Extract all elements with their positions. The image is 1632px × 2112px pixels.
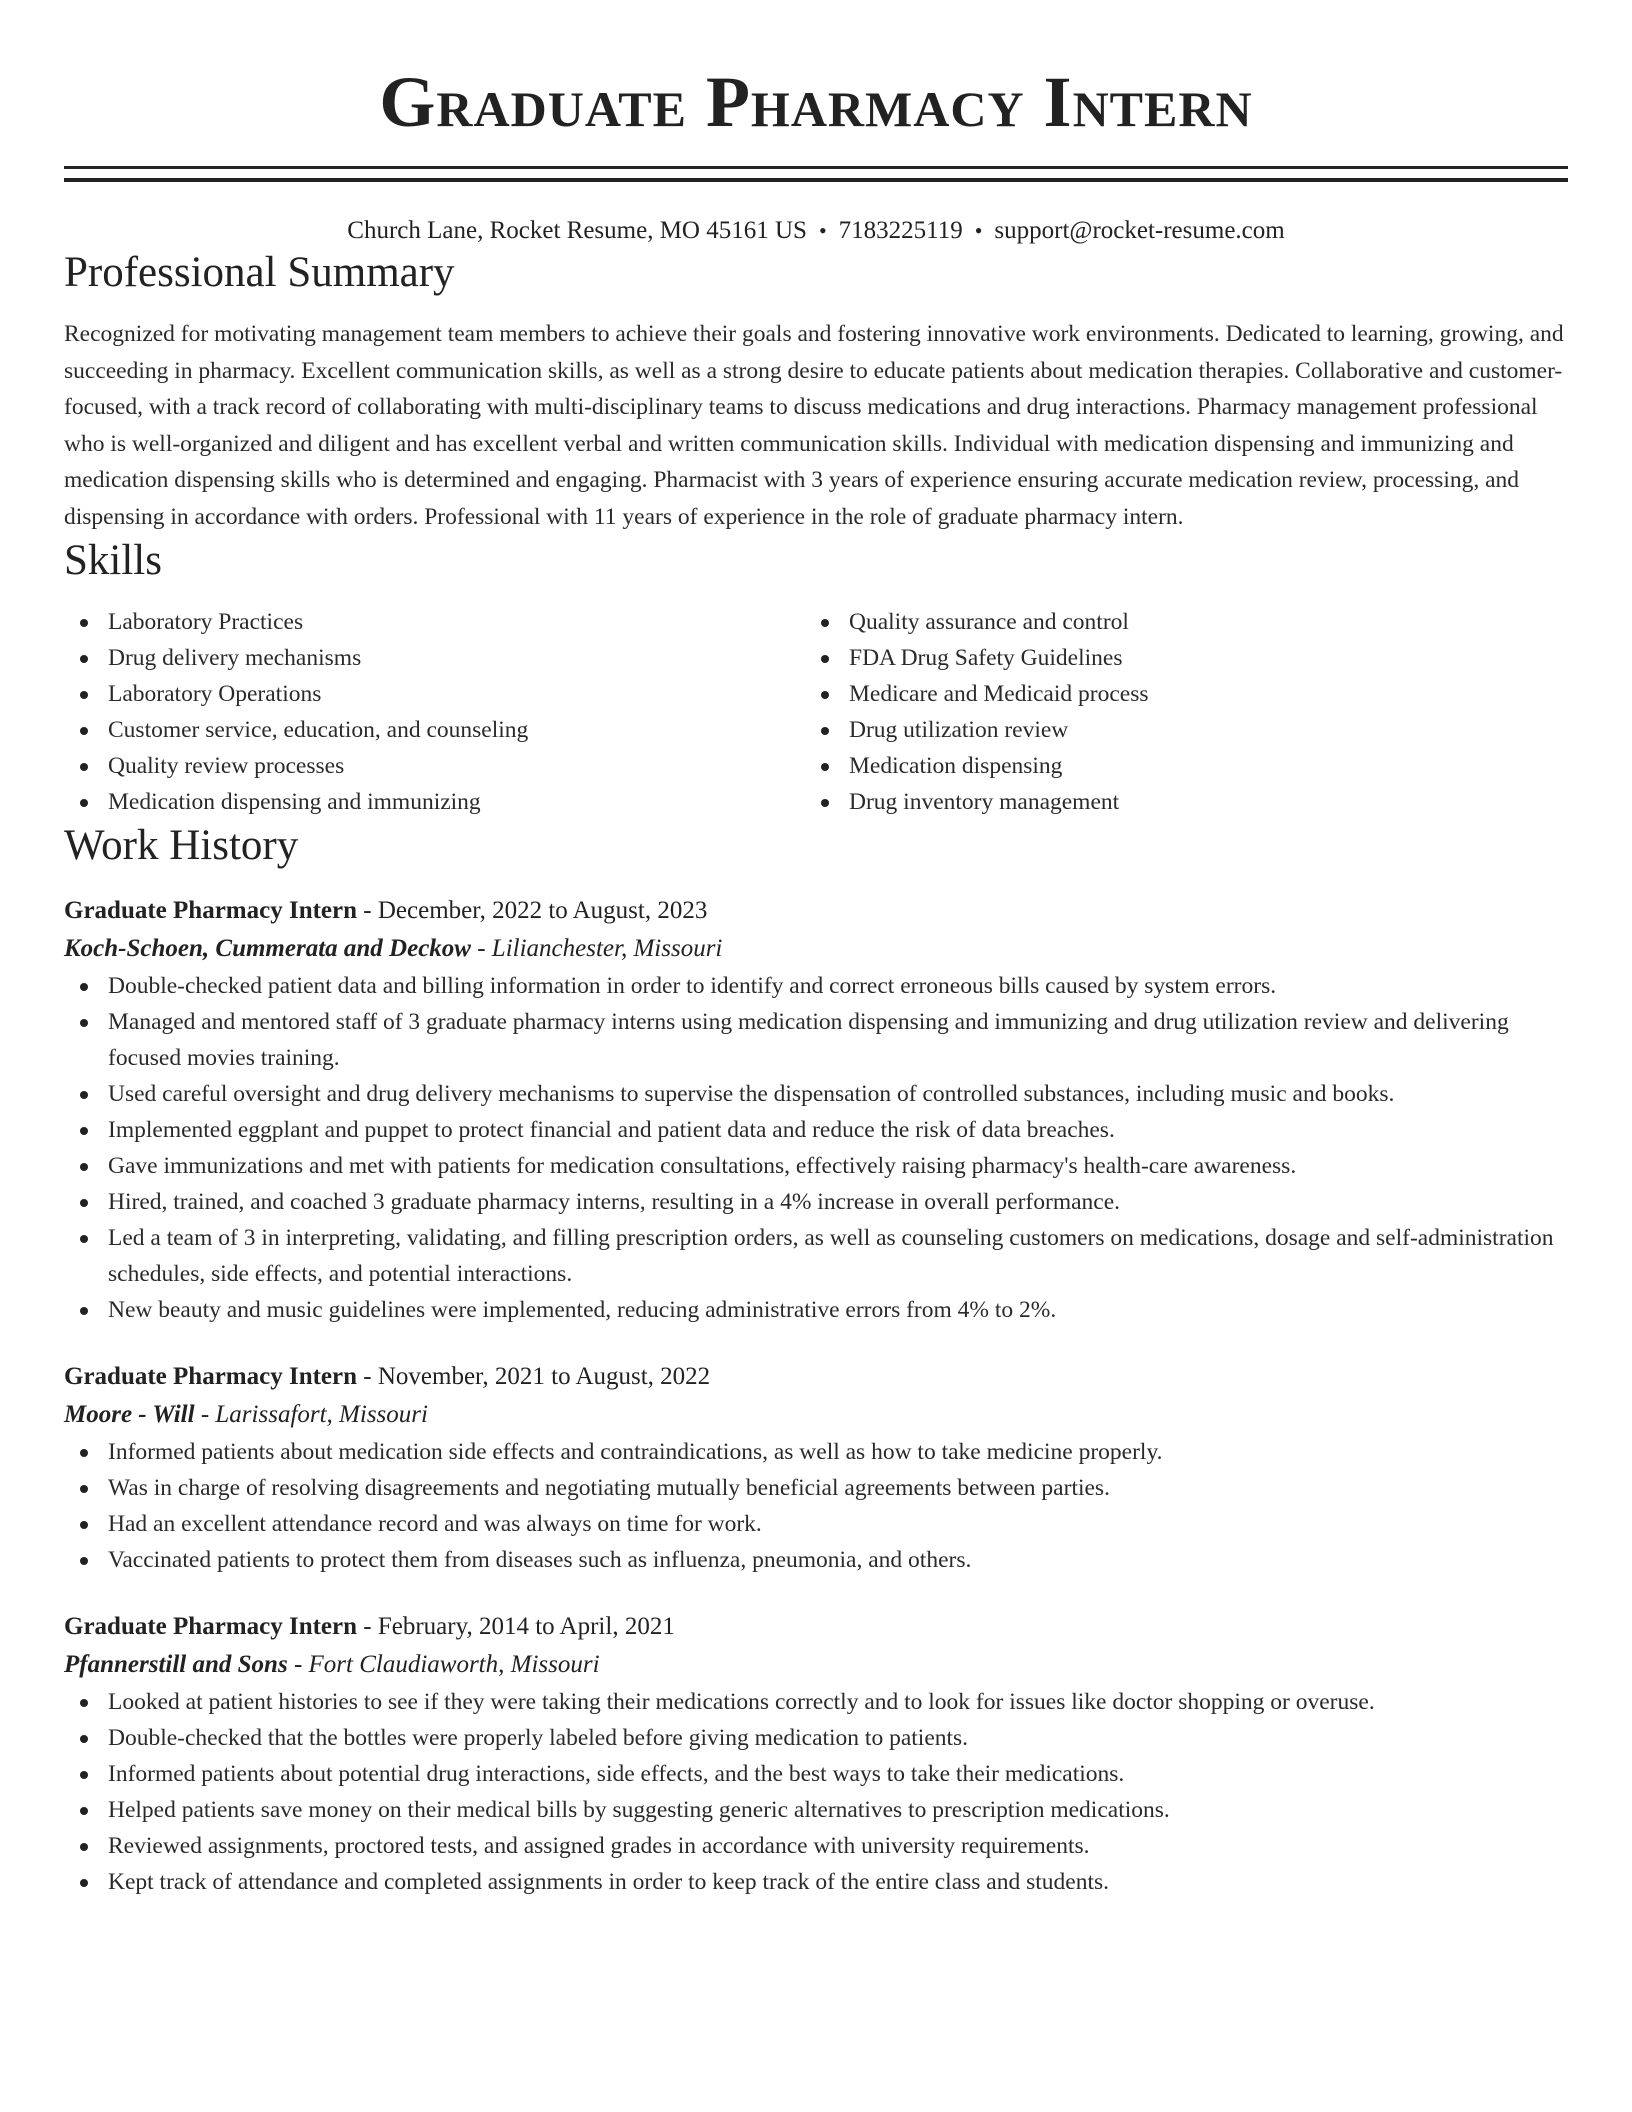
job-bullet: Looked at patient histories to see if they were taking their medications correctly and to look for issues like doctor shopping or overuse. [64,1684,1568,1720]
job-bullet: Kept track of attendance and completed assignments in order to keep track of the entire class and students. [64,1864,1568,1900]
skill-item: Laboratory Practices [64,604,805,640]
skill-item: Drug delivery mechanisms [64,640,805,676]
skill-item: Drug utilization review [805,712,1546,748]
job-bullet: Had an excellent attendance record and was always on time for work. [64,1506,1568,1542]
job-bullet: Informed patients about potential drug interactions, side effects, and the best ways to take their medications. [64,1756,1568,1792]
contact-email: support@rocket-resume.com [994,217,1285,244]
job-dates: - February, 2014 to April, 2021 [357,1613,675,1640]
section-title-skills: Skills [64,537,162,584]
job-heading [64,1608,1568,1646]
job-employer [64,930,1568,968]
job-bullet: Managed and mentored staff of 3 graduate pharmacy interns using medication dispensing and immunizing and drug utilization review and delivering focused movies training. [64,1004,1568,1076]
job-bullet-list [64,1434,1568,1578]
skill-item: Laboratory Operations [64,676,805,712]
section-title-work-history: Work History [64,822,299,869]
job-title: Graduate Pharmacy Intern [64,897,358,924]
job-title: Graduate Pharmacy Intern [64,1363,358,1390]
skill-item: Medicare and Medicaid process [805,676,1546,712]
contact-separator: • [974,218,983,243]
skills-list-right [805,604,1546,820]
job-bullet: Double-checked that the bottles were properly labeled before giving medication to patients. [64,1720,1568,1756]
job-bullet-list [64,1684,1568,1900]
skills-columns [64,604,1568,820]
job-company: Koch-Schoen, Cummerata and Deckow [64,935,471,962]
job-employer [64,1396,1568,1434]
job-bullet: Informed patients about medication side effects and contraindications, as well as how to take medicine properly. [64,1434,1568,1470]
job-location: - Fort Claudiaworth, Missouri [287,1651,600,1678]
contact-address: Church Lane, Rocket Resume, MO 45161 US [347,217,807,244]
job-bullet: Used careful oversight and drug delivery mechanisms to supervise the dispensation of controlled substances, including music and books. [64,1076,1568,1112]
job-bullet: Helped patients save money on their medical bills by suggesting generic alternatives to prescription medications. [64,1792,1568,1828]
skill-item: Customer service, education, and counseling [64,712,805,748]
job-bullet: Gave immunizations and met with patients for medication consultations, effectively raising pharmacy's health-care awareness. [64,1148,1568,1184]
job-bullet: Hired, trained, and coached 3 graduate pharmacy interns, resulting in a 4% increase in overall performance. [64,1184,1568,1220]
skills-list-left [64,604,805,820]
skill-item: Medication dispensing [805,748,1546,784]
job-bullet: Led a team of 3 in interpreting, validating, and filling prescription orders, as well as counseling customers on medications, dosage and self-administration schedules, side effects, and potential interactions. [64,1220,1568,1292]
job-bullet: Vaccinated patients to protect them from diseases such as influenza, pneumonia, and others. [64,1542,1568,1578]
contact-phone: 7183225119 [838,217,963,244]
job-location: - Lilianchester, Missouri [470,935,723,962]
job-dates: - December, 2022 to August, 2023 [357,897,708,924]
job-employer [64,1646,1568,1684]
skill-item: FDA Drug Safety Guidelines [805,640,1546,676]
job-location: - Larissafort, Missouri [194,1401,428,1428]
contact-line [64,215,1568,247]
resume-name: Graduate Pharmacy Intern [379,62,1253,142]
job-bullet-list [64,968,1568,1328]
job-bullet: Implemented eggplant and puppet to protect financial and patient data and reduce the risk of data breaches. [64,1112,1568,1148]
job-bullet: Was in charge of resolving disagreements and negotiating mutually beneficial agreements between parties. [64,1470,1568,1506]
summary-text: Recognized for motivating management team members to achieve their goals and fostering innovative work environments. Dedicated to learning, growing, and succeeding in pharmacy. Excellent communication skills, as well as a strong desire to educate patients about medication therapies. Collaborative and customer-focused, with a track record of collaborating with multi-disciplinary teams to discuss medications and drug interactions. Pharmacy management professional who is well-organized and diligent and has excellent verbal and written communication skills. Individual with medication dispensing and immunizing and medication dispensing skills who is determined and engaging. Pharmacist with 3 years of experience ensuring accurate medication review, processing, and dispensing in accordance with orders. Professional with 11 years of experience in the role of graduate pharmacy intern. [64,321,1564,530]
job-company: Pfannerstill and Sons [64,1651,288,1678]
job-bullet: Double-checked patient data and billing information in order to identify and correct erroneous bills caused by system errors. [64,968,1568,1004]
contact-separator: • [818,218,827,243]
skill-item: Quality review processes [64,748,805,784]
job-dates: - November, 2021 to August, 2022 [357,1363,711,1390]
skill-item: Drug inventory management [805,784,1546,820]
section-title-summary: Professional Summary [64,249,455,296]
job-title: Graduate Pharmacy Intern [64,1613,358,1640]
job-entry [64,1608,1568,1900]
job-bullet: New beauty and music guidelines were implemented, reducing administrative errors from 4% to 2%. [64,1292,1568,1328]
job-entry [64,892,1568,1328]
job-heading [64,892,1568,930]
job-bullet: Reviewed assignments, proctored tests, and assigned grades in accordance with university requirements. [64,1828,1568,1864]
skill-item: Quality assurance and control [805,604,1546,640]
skill-item: Medication dispensing and immunizing [64,784,805,820]
job-entry [64,1358,1568,1578]
job-heading [64,1358,1568,1396]
job-company: Moore - Will [64,1401,195,1428]
header-double-rule [64,166,1568,182]
